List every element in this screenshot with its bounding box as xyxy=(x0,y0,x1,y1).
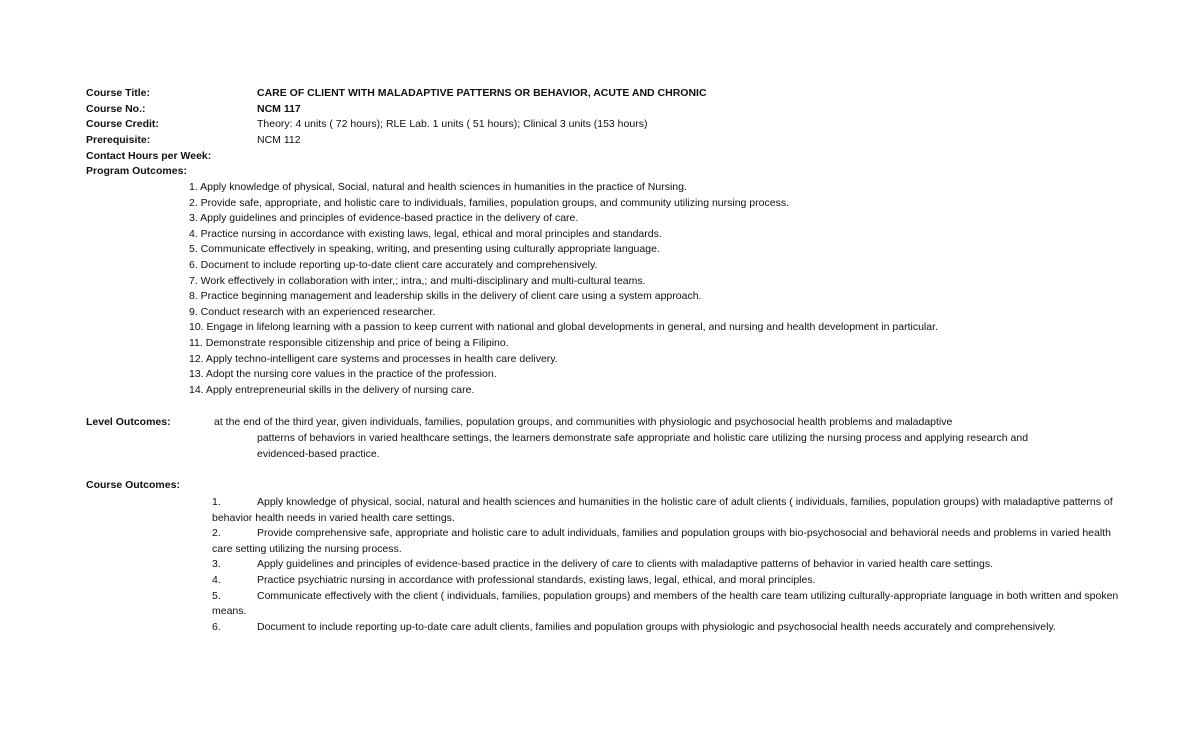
program-outcome-item: 9. Conduct research with an experienced researcher. xyxy=(189,305,436,318)
course-outcome-item xyxy=(212,573,1122,589)
prerequisite-value: NCM 112 xyxy=(257,134,301,146)
course-outcome-item xyxy=(212,620,1122,636)
level-outcomes-line-2: patterns of behaviors in varied healthcare settings, the learners demonstrate safe appropriate and holistic care utilizing the nursing process and applying research and xyxy=(257,432,1029,444)
course-credit-value: Theory: 4 units ( 72 hours); RLE Lab. 1 units ( 51 hours); Clinical 3 units (153 hours) xyxy=(257,118,648,130)
course-outcome-text: Document to include reporting up-to-date care adult clients, families and population groups with physiologic and psychosocial health needs accurately and comprehensively. xyxy=(257,620,1056,633)
level-outcomes-line-3: evidenced-based practice. xyxy=(257,448,380,460)
course-outcome-item xyxy=(212,589,1122,620)
course-outcome-number: 6. xyxy=(212,620,221,633)
program-outcomes-list xyxy=(189,181,938,399)
course-credit-label: Course Credit: xyxy=(86,118,159,130)
course-outcome-item xyxy=(212,557,1122,573)
program-outcome-item: 8. Practice beginning management and leadership skills in the delivery of client care using a system approach. xyxy=(189,290,702,303)
level-outcomes-label: Level Outcomes: xyxy=(86,416,171,428)
program-outcome-item: 14. Apply entrepreneurial skills in the delivery of nursing care. xyxy=(189,383,475,396)
course-outcomes-list xyxy=(212,495,1122,635)
contact-hours-label: Contact Hours per Week: xyxy=(86,150,212,162)
course-outcome-text: Provide comprehensive safe, appropriate and holistic care to adult individuals, families and population groups with bio-psychosocial and behavioral needs and problems in varied health care setting utilizing the nursing process. xyxy=(212,527,1111,555)
program-outcomes-label: Program Outcomes: xyxy=(86,165,187,177)
program-outcome-item: 2. Provide safe, appropriate, and holistic care to individuals, families, population groups, and community utilizing nursing process. xyxy=(189,196,789,209)
course-outcome-number: 2. xyxy=(212,527,221,540)
course-no-label: Course No.: xyxy=(86,103,146,115)
course-outcome-item xyxy=(212,495,1122,526)
program-outcome-item: 10. Engage in lifelong learning with a passion to keep current with national and global developments in general, and nursing and health development in particular. xyxy=(189,321,938,334)
program-outcome-item: 7. Work effectively in collaboration with inter,; intra,; and multi-disciplinary and multi-cultural teams. xyxy=(189,274,646,287)
prerequisite-label: Prerequisite: xyxy=(86,134,151,146)
course-outcome-number: 4. xyxy=(212,573,221,586)
program-outcome-item: 5. Communicate effectively in speaking, writing, and presenting using culturally appropriate language. xyxy=(189,243,660,256)
course-outcome-number: 5. xyxy=(212,589,221,602)
program-outcome-item: 6. Document to include reporting up-to-date client care accurately and comprehensively. xyxy=(189,258,598,271)
program-outcome-item: 3. Apply guidelines and principles of evidence-based practice in the delivery of care. xyxy=(189,212,579,225)
course-title-value: CARE OF CLIENT WITH MALADAPTIVE PATTERNS OR BEHAVIOR, ACUTE AND CHRONIC xyxy=(257,87,707,99)
course-outcomes-label: Course Outcomes: xyxy=(86,479,180,491)
program-outcome-item: 1. Apply knowledge of physical, Social, natural and health sciences in humanities in the practice of Nursing. xyxy=(189,181,687,193)
program-outcome-item: 4. Practice nursing in accordance with existing laws, legal, ethical and moral principles and standards. xyxy=(189,227,662,240)
program-outcome-item: 12. Apply techno-intelligent care systems and processes in health care delivery. xyxy=(189,352,558,365)
course-outcome-item xyxy=(212,526,1122,557)
course-outcome-number: 1. xyxy=(212,496,221,508)
course-outcome-text: Practice psychiatric nursing in accordance with professional standards, existing laws, legal, ethical, and moral principles. xyxy=(257,573,816,586)
course-outcome-text: Communicate effectively with the client ( individuals, families, population groups) and members of the health care team utilizing culturally-appropriate language in both written and spoken means. xyxy=(212,589,1119,618)
course-outcome-text: Apply knowledge of physical, social, natural and health sciences and humanities in the holistic care of adult clients ( individuals, families, population groups) with maladaptive patterns of behavior health needs in varied health care settings. xyxy=(212,496,1113,524)
course-outcome-number: 3. xyxy=(212,558,221,571)
course-title-label: Course Title: xyxy=(86,87,150,99)
program-outcome-item: 11. Demonstrate responsible citizenship and price of being a Filipino. xyxy=(189,336,509,349)
program-outcome-item: 13. Adopt the nursing core values in the practice of the profession. xyxy=(189,368,497,381)
course-outcome-text: Apply guidelines and principles of evidence-based practice in the delivery of care to clients with maladaptive patterns of behavior in varied health care settings. xyxy=(257,558,993,571)
level-outcomes-line-1: at the end of the third year, given individuals, families, population groups, and communities with physiologic and psychosocial health problems and maladaptive xyxy=(214,416,953,428)
course-no-value: NCM 117 xyxy=(257,103,301,115)
